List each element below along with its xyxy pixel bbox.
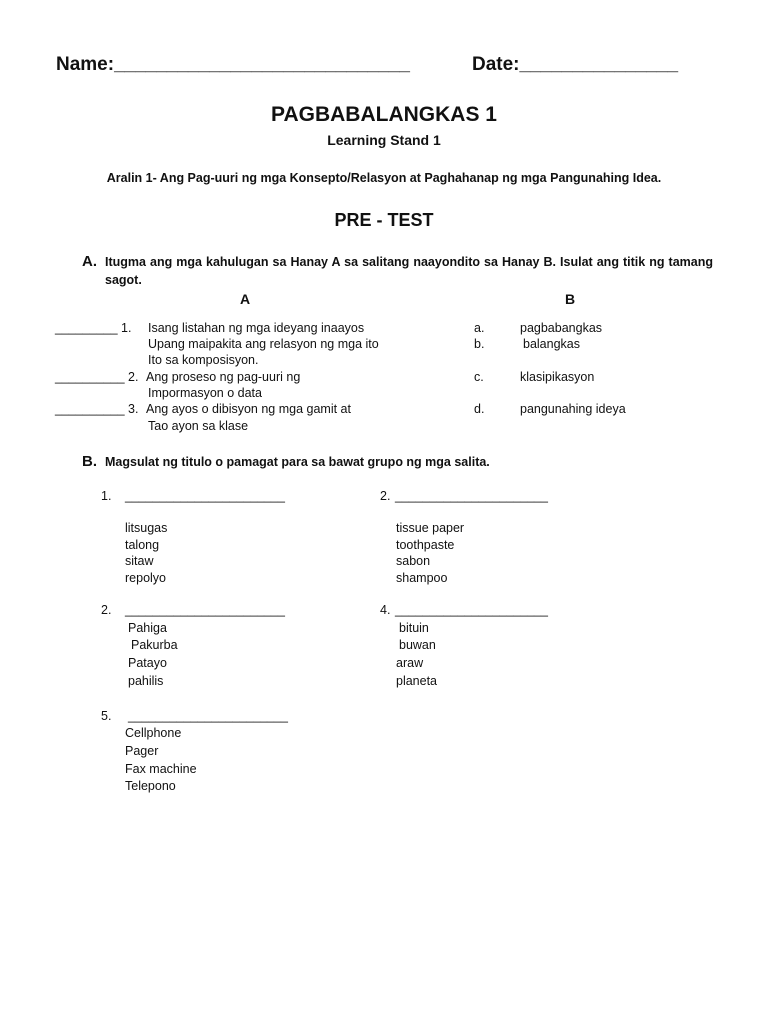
group-3-label: 2. (101, 603, 112, 617)
group-5-word-2: Pager (125, 744, 159, 758)
group-4-word-2: buwan (399, 638, 436, 652)
name-field-label: Name:____________________________ (56, 54, 410, 75)
group-4-word-4: planeta (396, 674, 438, 688)
page-subtitle: Learning Stand 1 (327, 132, 441, 148)
group-5-title-blank: _______________________ (128, 709, 288, 723)
lesson-title: Aralin 1- Ang Pag-uuri ng mga Konsepto/Relasyon at Paghahanap ng mga Pangunahing Idea. (106, 171, 662, 185)
item-1-line-3: Ito sa komposisyon. (148, 353, 259, 367)
choice-c-text: klasipikasyon (520, 370, 595, 384)
choice-a-text: pagbabangkas (520, 321, 603, 335)
section-b-instruction: Magsulat ng titulo o pamagat para sa bawat grupo ng mga salita. (105, 455, 490, 469)
group-5-label: 5. (101, 709, 112, 723)
choice-b-text: balangkas (523, 337, 580, 351)
item-2-answer-blank: __________ 2. (55, 370, 139, 384)
date-field-label: Date:_______________ (472, 54, 679, 75)
choice-c-letter: c. (474, 370, 484, 384)
group-4-title-blank: ______________________ (395, 603, 548, 617)
group-2-label: 2. (380, 489, 391, 503)
group-1-title-blank: _______________________ (125, 489, 285, 503)
group-3-word-2: Pakurba (131, 638, 178, 652)
group-1-label: 1. (101, 489, 112, 503)
group-1-word-4: repolyo (125, 571, 166, 585)
item-1-line-2: Upang maipakita ang relasyon ng mga ito (148, 337, 379, 351)
section-a-instruction-line2: sagot. (105, 273, 142, 287)
group-4-word-3: araw (396, 656, 424, 670)
choice-a-letter: a. (474, 321, 485, 335)
column-b-heading: B (565, 291, 576, 307)
group-2-word-3: sabon (396, 554, 431, 568)
group-2-word-4: shampoo (396, 571, 448, 585)
group-4-label: 4. (380, 603, 391, 617)
item-2-line-2: Impormasyon o data (148, 386, 262, 400)
group-5-word-4: Telepono (125, 779, 176, 793)
choice-d-letter: d. (474, 402, 485, 416)
group-4-word-1: bituin (399, 621, 429, 635)
group-3-word-3: Patayo (128, 656, 167, 670)
page-title: PAGBABALANGKAS 1 (271, 103, 497, 126)
group-2-word-1: tissue paper (396, 521, 465, 535)
column-a-heading: A (240, 291, 251, 307)
item-1-answer-blank: _________ 1. (55, 321, 132, 335)
item-2-line-1: Ang proseso ng pag-uuri ng (146, 370, 301, 384)
group-1-word-2: talong (125, 538, 160, 552)
group-2-word-2: toothpaste (396, 538, 455, 552)
group-5-word-3: Fax machine (125, 762, 197, 776)
group-1-word-3: sitaw (125, 554, 154, 568)
choice-d-text: pangunahing ideya (520, 402, 626, 416)
section-b-letter: B. (82, 453, 97, 470)
choice-b-letter: b. (474, 337, 485, 351)
section-a-letter: A. (82, 253, 97, 270)
item-3-answer-blank: __________ 3. (55, 402, 139, 416)
pretest-heading: PRE - TEST (334, 210, 434, 230)
group-3-word-4: pahilis (128, 674, 164, 688)
section-a-instruction-line1: Itugma ang mga kahulugan sa Hanay A sa salitang naayondito sa Hanay B. Isulat ang titik ng tamang (105, 255, 713, 269)
group-5-word-1: Cellphone (125, 726, 182, 740)
item-3-line-2: Tao ayon sa klase (148, 419, 249, 433)
item-3-line-1: Ang ayos o dibisyon ng mga gamit at (146, 402, 351, 416)
group-3-word-1: Pahiga (128, 621, 167, 635)
group-2-title-blank: ______________________ (395, 489, 548, 503)
group-1-word-1: litsugas (125, 521, 168, 535)
item-1-line-1: Isang listahan ng mga ideyang inaayos (148, 321, 365, 335)
group-3-title-blank: _______________________ (125, 603, 285, 617)
